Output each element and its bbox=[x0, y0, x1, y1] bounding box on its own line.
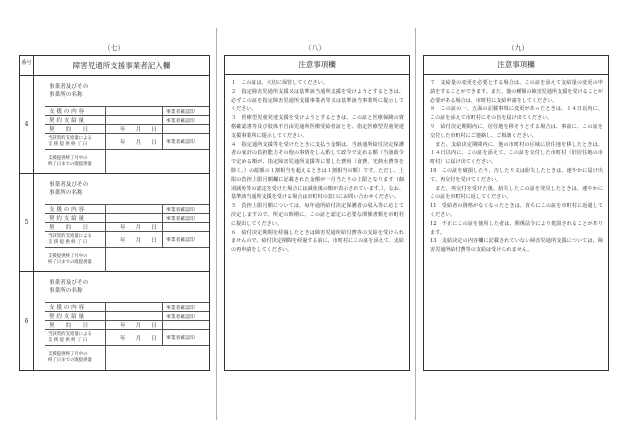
office-name-line-2: 事業所の名称 bbox=[49, 92, 83, 98]
year-label: 年 bbox=[120, 225, 126, 231]
provided-amount-label bbox=[48, 150, 92, 174]
contract-date-label: 契 約 日 bbox=[49, 127, 89, 133]
provider-record-form bbox=[19, 55, 210, 371]
office-name-label bbox=[49, 272, 88, 302]
notes-body-8 bbox=[225, 75, 409, 255]
month-label: 月 bbox=[135, 139, 142, 146]
content-label: 支 援 の 内 容 bbox=[49, 305, 85, 311]
content-value bbox=[105, 303, 162, 311]
notes-body-9 bbox=[424, 75, 608, 255]
form-row-remaining bbox=[45, 133, 209, 149]
note-paragraph: ６ 給付決定期間を経過したときは障害児通所給付費等の支給を受けられませんので、給付決定期間を経過する前に、市町村にこの証を添えて、支給の再申請をしてください。 bbox=[231, 229, 404, 254]
form-row-content bbox=[45, 302, 209, 311]
stamp-label: 事業者確認印 bbox=[162, 312, 209, 320]
month-label: 月 bbox=[135, 127, 142, 133]
form-row-name bbox=[45, 76, 209, 106]
end-date-value bbox=[105, 330, 162, 345]
note-paragraph: ８ この証の一、五面の記載事項に変更があったときは、１４日以内に、この証を添えて市町村にその旨を届け出てください。 bbox=[430, 106, 603, 122]
amount-value bbox=[105, 116, 162, 124]
day-label: 日 bbox=[151, 225, 157, 231]
office-name-value bbox=[160, 174, 209, 204]
day-label: 日 bbox=[151, 335, 157, 342]
stamp-label: 事業者確認印 bbox=[162, 116, 209, 124]
provided-line-2: 終了日までの既提供量 bbox=[48, 260, 92, 265]
provided-line-1: 支援提供終了月中の bbox=[48, 156, 88, 162]
note-paragraph: 13 支給決定の内容欄に記載されていない障害児通所支援については、障害児通所給付費等の支給は受けられません。 bbox=[430, 238, 603, 254]
month-label: 月 bbox=[135, 335, 142, 342]
provided-line-2: 終了日までの既提供量 bbox=[48, 162, 92, 167]
end-date-line-1: 当該契約支給量による bbox=[48, 331, 92, 337]
notes-panel-9 bbox=[423, 55, 609, 371]
note-paragraph: ４ 指定通所支援等を受けたときに支払う金額は、当該通所給付決定保護者の家計の負担能力その他の事情をしん酌して政令で定める額（当該政令で定める額が、指定障害児通所支援等に要した費用（食費、光熱水費等を除く。）の総額の１割相当を超えるときは１割相当の額）です。ただし、上限の負担上限月額欄に記載された金額が一月当たりの上限となります（個別減免等の認定を受けた場合には減免後の額が表示されています。）。なお、基準該当通所支援を受ける場合は市町村の窓口にお問い合わせください。 bbox=[231, 141, 404, 201]
provided-line-1: 支援提供終了月中の bbox=[48, 254, 88, 260]
form-row-monthly bbox=[45, 149, 209, 174]
form-row-monthly bbox=[45, 345, 209, 370]
contract-date-label: 契 約 日 bbox=[49, 323, 89, 329]
end-date-value bbox=[105, 232, 162, 247]
provided-line-2: 終了日までの既提供量 bbox=[48, 358, 92, 363]
note-paragraph: また、支給決定期間内に、他の市町村の区域に居住地を移したときは、１４日以内に、この証を添えて、この証を交付した市町村（旧居住地の市町村）に届け出てください。 bbox=[430, 141, 603, 166]
form-row-content bbox=[45, 204, 209, 213]
month-label: 月 bbox=[135, 225, 142, 231]
contract-date-label: 契 約 日 bbox=[49, 225, 89, 231]
notes-heading-9: 注意事項欄 bbox=[424, 56, 608, 75]
form-title: 障害児通所支援事業者記入欄 bbox=[34, 56, 209, 76]
form-row-date bbox=[45, 124, 209, 133]
stamp-label: 事業者確認印 bbox=[162, 214, 209, 222]
end-date-line-2: 支 援 提 供 終 了 日 bbox=[48, 337, 88, 343]
year-label: 年 bbox=[120, 237, 126, 244]
end-date-line-2: 支 援 提 供 終 了 日 bbox=[48, 239, 88, 245]
note-paragraph: ３ 医療型児童発達支援を受けようとするときは、この証と医療保険の資格確認書等及び肢体不自由児通所医療受給者証とを、指定医療型児童発達支援事業所に提示してください。 bbox=[231, 115, 404, 139]
page-divider-right bbox=[415, 28, 416, 420]
office-name-line-1: 事業者及びその bbox=[49, 84, 89, 90]
number-header: 番号 bbox=[20, 56, 34, 76]
note-paragraph: １ この証は、大切に保管してください。 bbox=[231, 80, 328, 86]
day-label: 日 bbox=[151, 139, 157, 146]
form-group bbox=[20, 174, 209, 272]
form-row-name bbox=[45, 174, 209, 204]
day-label: 日 bbox=[151, 323, 157, 329]
group-number: 5 bbox=[20, 174, 34, 271]
form-row-date bbox=[45, 222, 209, 231]
notes-panel-8 bbox=[224, 55, 410, 371]
office-name-line-2: 事業所の名称 bbox=[49, 288, 83, 294]
note-paragraph: ５ 負担上限月額については、毎年通所給付決定保護者の収入等に応じて決定しますので、所定の時期に、この証と認定に必要な関係書類を市町村に提出してください。 bbox=[231, 203, 404, 227]
stamp-label: 事業者確認印 bbox=[162, 303, 209, 311]
note-paragraph: ７ 支給量の変更を必要とする場合は、この証を添えて支給量の変更の申請をすることができます。また、他の種類の障害児通所支援を受けることが必要がある場合は、市町村に支給申請をしてください。 bbox=[430, 80, 603, 104]
month-label: 月 bbox=[135, 237, 142, 244]
end-date-label bbox=[48, 134, 92, 149]
office-name-value bbox=[160, 272, 209, 302]
form-row-amount bbox=[45, 311, 209, 320]
amount-label: 契 約 支 給 量 bbox=[49, 118, 85, 124]
amount-label: 契 約 支 給 量 bbox=[49, 314, 85, 320]
provided-amount-label bbox=[48, 248, 92, 272]
office-name-line-1: 事業者及びその bbox=[49, 280, 89, 286]
end-date-label bbox=[48, 330, 92, 345]
group-spacer bbox=[34, 174, 45, 271]
note-paragraph: ９ 給付決定期間内に、居住地を移そうとする場合は、事前に、この証を交付した市町村にご連絡し、ご相談ください。 bbox=[430, 123, 603, 139]
end-date-line-1: 当該契約支給量による bbox=[48, 233, 92, 239]
date-stamp-box bbox=[162, 321, 209, 329]
stamp-label: 事業者確認印 bbox=[162, 205, 209, 213]
form-group bbox=[20, 272, 209, 370]
contract-date-value bbox=[105, 321, 162, 329]
note-paragraph: 11 受給者の資格がなくなったときは、直ちにこの証を市町村に返還してください。 bbox=[430, 203, 603, 218]
stamp-label: 事業者確認印 bbox=[162, 232, 209, 247]
amount-value bbox=[105, 214, 162, 222]
note-paragraph: 10 この証を破損したり、汚したり又は紛失したときは、速やかに届け出て、再交付を受けてください。 bbox=[430, 167, 603, 183]
group-spacer bbox=[34, 272, 45, 370]
form-row-remaining bbox=[45, 231, 209, 247]
content-label: 支 援 の 内 容 bbox=[49, 207, 85, 213]
end-date-value bbox=[105, 134, 162, 149]
date-stamp-box bbox=[162, 223, 209, 231]
notes-heading-8: 注意事項欄 bbox=[225, 56, 409, 75]
form-row-remaining bbox=[45, 329, 209, 345]
office-name-line-1: 事業者及びその bbox=[49, 182, 89, 188]
provided-amount-value bbox=[105, 248, 209, 272]
form-row-amount bbox=[45, 213, 209, 222]
content-value bbox=[105, 205, 162, 213]
amount-value bbox=[105, 312, 162, 320]
form-group bbox=[20, 76, 209, 174]
end-date-line-1: 当該契約支給量による bbox=[48, 135, 92, 141]
form-row-name bbox=[45, 272, 209, 302]
group-spacer bbox=[34, 76, 45, 173]
year-label: 年 bbox=[120, 323, 126, 329]
day-label: 日 bbox=[151, 237, 157, 244]
form-row-amount bbox=[45, 115, 209, 124]
stamp-label: 事業者確認印 bbox=[162, 134, 209, 149]
content-value bbox=[105, 107, 162, 115]
note-paragraph: 12 不正にこの証を使用した者は、関係法令により処罰されることがあります。 bbox=[430, 220, 603, 236]
amount-label: 契 約 支 給 量 bbox=[49, 216, 85, 222]
panel-title-8: （八） bbox=[304, 44, 326, 52]
group-number: 6 bbox=[20, 272, 34, 370]
page-divider-left bbox=[216, 28, 217, 420]
office-name-line-2: 事業所の名称 bbox=[49, 190, 83, 196]
panel-title-9: （九） bbox=[507, 44, 529, 52]
year-label: 年 bbox=[120, 335, 126, 342]
end-date-line-2: 支 援 提 供 終 了 日 bbox=[48, 141, 88, 147]
form-row-date bbox=[45, 320, 209, 329]
contract-date-value bbox=[105, 223, 162, 231]
stamp-label: 事業者確認印 bbox=[162, 330, 209, 345]
provided-amount-value bbox=[105, 346, 209, 370]
provided-amount-value bbox=[105, 150, 209, 174]
date-stamp-box bbox=[162, 125, 209, 133]
group-number: 4 bbox=[20, 76, 34, 173]
office-name-label bbox=[49, 76, 88, 106]
end-date-label bbox=[48, 232, 92, 247]
contract-date-value bbox=[105, 125, 162, 133]
note-paragraph: また、再交付を受けた後、紛失したこの証を発見したときは、速やかにこの証を市町村に返してください。 bbox=[430, 185, 603, 201]
note-paragraph: ２ 指定障害児通所支援又は基準該当通所支援を受けようとするときは、必ずこの証を指定障害児通所支援事業者等又は基準該当事業所に提示してください。 bbox=[231, 88, 404, 113]
form-row-content bbox=[45, 106, 209, 115]
provided-amount-label bbox=[48, 346, 92, 370]
year-label: 年 bbox=[120, 139, 126, 146]
provided-line-1: 支援提供終了月中の bbox=[48, 352, 88, 358]
form-row-monthly bbox=[45, 247, 209, 272]
content-label: 支 援 の 内 容 bbox=[49, 109, 85, 115]
year-label: 年 bbox=[120, 127, 126, 133]
office-name-value bbox=[160, 76, 209, 106]
office-name-label bbox=[49, 174, 88, 204]
panel-title-7: （七） bbox=[103, 44, 125, 52]
stamp-label: 事業者確認印 bbox=[162, 107, 209, 115]
month-label: 月 bbox=[135, 323, 142, 329]
day-label: 日 bbox=[151, 127, 157, 133]
